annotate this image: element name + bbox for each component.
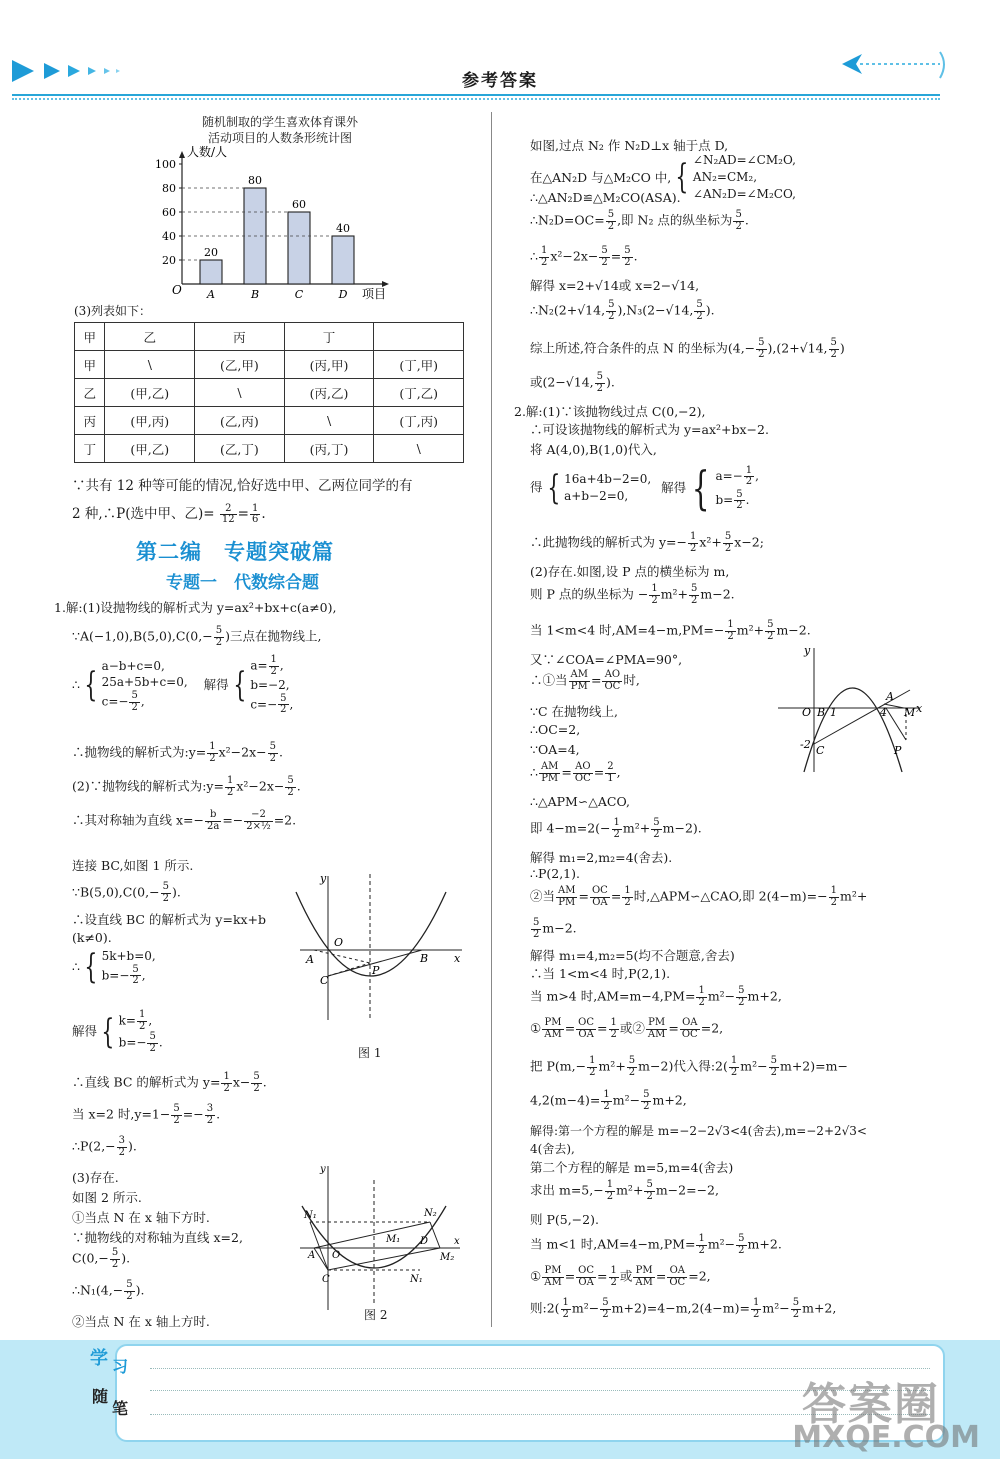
graph2-c-label: C: [816, 744, 825, 757]
q1-system-b: ∴ { 5k+b=0, b=− $\frac{5}{2}$ ,: [72, 947, 156, 988]
x-axis-label: 项目: [362, 287, 387, 301]
table-header-cell: 甲: [75, 323, 105, 351]
fig2-o-label: O: [332, 1250, 341, 1261]
r-line3: ∴△AN₂D≌△M₂CO(ASA).: [530, 190, 681, 205]
r-line7: ∴N₂(2+√14, $\frac{5}{2}$ ),N₃(2−√14, $\frac{5}{2}$ ).: [530, 299, 715, 322]
x-tick-label: B: [250, 288, 260, 301]
figure-2: [290, 1160, 470, 1320]
q1-solve-b: 解得 { k= $\frac{1}{2}$ , b=− $\frac{5}{2}$ .: [72, 1009, 163, 1054]
q2-line22: 当 m>4 时,AM=m−4,PM= $\frac{1}{2}$ m²− $\frac{5}{2}$ m+2,: [530, 985, 782, 1008]
q1-line18: C(0,− $\frac{5}{2}$ ).: [72, 1247, 131, 1270]
q2-line12: ∵OA=4,: [530, 742, 580, 757]
table-cell: \: [195, 379, 285, 407]
watermark-logo: 答案圈: [802, 1379, 940, 1430]
fig2-n1-label: N₁: [304, 1210, 317, 1221]
table-header-row: [75, 323, 464, 351]
q2-line13: ∴ $\frac{AM}{PM}$ = $\frac{AO}{OC}$ = $\frac{2}{1}$ ,: [530, 761, 621, 784]
chart-origin: O: [172, 283, 182, 297]
figure-1-caption: 图 1: [358, 1046, 382, 1060]
r-line9: 或(2−√14, $\frac{5}{2}$ ).: [530, 371, 615, 394]
chart-title: [160, 114, 400, 146]
bar: [288, 212, 310, 284]
q1-line10: (k≠0).: [72, 930, 112, 945]
graph2-m-label: M: [904, 706, 916, 719]
topic-title: 专题一 代数综合题: [166, 573, 319, 593]
q2-line27: 4(舍去),: [530, 1142, 575, 1156]
table-header-cell: [374, 323, 464, 351]
q2-line5: (2)存在.如图,设 P 点的横坐标为 m,: [530, 564, 730, 579]
part-title: 第二编 专题突破篇: [136, 540, 334, 564]
q2-line14: ∴△APM∽△ACO,: [530, 794, 630, 809]
table-cell: (丁,丙): [374, 407, 464, 435]
fig1-y-label: y: [320, 872, 327, 885]
table-cell: (乙,丙): [195, 407, 285, 435]
table-row: [75, 407, 464, 435]
probability-text: 2 种,∴P(选中甲、乙)=: [72, 506, 215, 522]
q1-line7: 连接 BC,如图 1 所示.: [72, 858, 194, 873]
arrow-left-decoration-icon: [840, 46, 950, 82]
table-cell: (丙,乙): [284, 379, 374, 407]
q1-line13: ∴P(2,− $\frac{3}{2}$ ).: [72, 1135, 137, 1158]
table-row: [75, 351, 464, 379]
graph2-p-label: P: [894, 744, 902, 757]
q1-line9: ∴设直线 BC 的解析式为 y=kx+b: [72, 912, 267, 927]
y-tick-label: 100: [155, 158, 176, 171]
graph2-x-label: x: [916, 702, 923, 715]
table-cell: (乙,丁): [195, 435, 285, 463]
table-row: [75, 435, 464, 463]
table-cell: \: [105, 351, 195, 379]
graph2-neg2-label: -2: [800, 738, 811, 751]
fig1-o-label: O: [334, 936, 344, 949]
table-cell: 乙: [75, 379, 105, 407]
q2-line24: 把 P(m,− $\frac{1}{2}$ m²+ $\frac{5}{2}$ m−2)代入得:2( $\frac{1}{2}$ m²− $\frac{5}{2}$ m+2)=m−: [530, 1055, 848, 1078]
bar-chart: [152, 144, 412, 304]
q1-line17: ∵抛物线的对称轴为直线 x=2,: [72, 1230, 243, 1245]
q1-line14: (3)存在.: [72, 1170, 119, 1185]
logo-char: 习: [112, 1357, 129, 1376]
table-cell: 丁: [75, 435, 105, 463]
q1-line19: ∴N₁(4,− $\frac{5}{2}$ ).: [72, 1279, 145, 1302]
graph2-four-label: 4: [880, 706, 887, 719]
q2-system: 得 { 16a+4b−2=0, a+b−2=0, 解得 { a=− $\frac{1}{2}$ , b= $\frac{5}{2}$ .: [530, 461, 759, 515]
table-header-cell: 丁: [284, 323, 374, 351]
fraction: $\frac{2}{12}$: [221, 502, 235, 525]
table-cell: 丙: [75, 407, 105, 435]
q2-line11: ∴OC=2,: [530, 722, 581, 737]
table-header-cell: 乙: [105, 323, 195, 351]
q2-line21: ∴当 1<m<4 时,P(2,1).: [530, 966, 671, 981]
r-line2: 在△AN₂D 与△M₂CO 中, { ∠N₂AD=∠CM₂O, AN₂=CM₂, ∠AN₂D=∠M₂CO,: [530, 153, 796, 201]
fig1-a-label: A: [306, 953, 314, 966]
y-tick-label: 60: [162, 206, 176, 219]
page-header: [0, 0, 1000, 105]
logo-char: 笔: [112, 1399, 129, 1418]
column-divider: [491, 112, 492, 1327]
q2-graph: [774, 644, 924, 774]
q2-line29: 求出 m=5,− $\frac{1}{2}$ m²+ $\frac{5}{2}$ m−2=−2,: [530, 1179, 719, 1202]
y-axis-label: 人数/人: [187, 145, 228, 159]
q2-line1: 2.解:(1)∵该抛物线过点 C(0,−2),: [514, 404, 706, 419]
r-line1: 如图,过点 N₂ 作 N₂D⊥x 轴于点 D,: [530, 138, 729, 153]
fraction: $\frac{1}{6}$: [251, 502, 259, 525]
table-cell: (丁,乙): [374, 379, 464, 407]
q1-line12: 当 x=2 时,y=1− $\frac{5}{2}$ =− $\frac{3}{2}$ .: [72, 1103, 221, 1126]
table-cell: (甲,丙): [105, 407, 195, 435]
figure-2-caption: 图 2: [364, 1308, 388, 1322]
bar-value-label: 60: [292, 198, 306, 211]
table-intro: (3)列表如下：: [74, 304, 151, 318]
graph2-y-label: y: [804, 644, 811, 657]
conclusion-line1: ∵共有 12 种等可能的情况,恰好选中甲、乙两位同学的有: [72, 478, 413, 494]
q2-line18: ②当 $\frac{AM}{PM}$ = $\frac{OC}{OA}$ = $\frac{1}{2}$ 时,△APM∽△CAO,即 2(4−m)=− $\frac{1}{2}$ m²+: [530, 885, 868, 908]
table-cell: (丙,丁): [284, 435, 374, 463]
fig2-m1-label: M₁: [386, 1234, 401, 1245]
chart-title-line1: 随机制取的学生喜欢体育课外: [201, 115, 358, 129]
fig1-c-label: C: [320, 974, 329, 987]
q2-line23: ① $\frac{PM}{AM}$ = $\frac{OC}{OA}$ = $\frac{1}{2}$ 或② $\frac{PM}{AM}$ = $\frac{OA}{OC}$ =2,: [530, 1017, 724, 1040]
fig2-d-label: D: [420, 1236, 429, 1247]
fig2-n2-label: N₂: [424, 1208, 437, 1219]
answer-table: [74, 322, 464, 463]
q1-line5: (2)∵抛物线的解析式为:y= $\frac{1}{2}$ x²−2x− $\frac{5}{2}$ .: [72, 775, 301, 798]
r-line4: ∴N₂D=OC= $\frac{5}{2}$ ,即 N₂ 点的纵坐标为 $\frac{5}{2}$ .: [530, 209, 749, 232]
q1-line16: ①当点 N 在 x 轴下方时.: [72, 1210, 210, 1225]
logo-char: 学: [90, 1348, 108, 1369]
q2-line31: 当 m<1 时,AM=4−m,PM= $\frac{1}{2}$ m²− $\frac{5}{2}$ m+2.: [530, 1233, 782, 1256]
fig2-x-label: x: [454, 1236, 460, 1247]
q1-line11: ∴直线 BC 的解析式为 y= $\frac{1}{2}$ x− $\frac{5}{2}$ .: [72, 1071, 267, 1094]
table-cell: (丙,甲): [284, 351, 374, 379]
q2-line17: ∴P(2,1).: [530, 866, 580, 881]
q2-line16: 解得 m₁=2,m₂=4(舍去).: [530, 850, 673, 865]
conclusion-line2: 2 种,∴P(选中甲、乙)= $\frac{2}{12}$ = $\frac{1}{6}$ .: [72, 502, 266, 525]
fig2-n3-label: N₁: [410, 1274, 423, 1285]
q2-line25: 4,2(m−4)= $\frac{1}{2}$ m²− $\frac{5}{2}$ m+2,: [530, 1089, 687, 1112]
watermark-url: MXQE.COM: [792, 1420, 980, 1455]
fig2-c-label: C: [322, 1274, 330, 1285]
bar: [200, 260, 222, 284]
table-cell: (甲,乙): [105, 379, 195, 407]
table-cell: \: [374, 435, 464, 463]
q1-line8: ∵B(5,0),C(0,− $\frac{5}{2}$ ).: [72, 881, 181, 904]
q1-system-a: ∴ { a−b+c=0, 25a+5b+c=0, c=− $\frac{5}{2}$ , 解得 { a= $\frac{1}{2}$ , b=−2, c=− $\frac{5}{2}$ ,: [72, 654, 294, 716]
q2-line8: 又∵∠COA=∠PMA=90°,: [530, 652, 683, 667]
q2-line19: $\frac{5}{2}$ m−2.: [533, 917, 577, 940]
table-cell: (丁,甲): [374, 351, 464, 379]
r-line8: 综上所述,符合条件的点 N 的坐标为(4,− $\frac{5}{2}$ ),(2+√14, $\frac{5}{2}$ ): [530, 337, 845, 360]
q1-line6: ∴其对称轴为直线 x=− $\frac{b}{2a}$ =− $\frac{-2}{\text{2×½}}$ =2.: [72, 809, 297, 832]
fig2-a-label: A: [308, 1250, 316, 1261]
table-header-cell: 丙: [195, 323, 285, 351]
q2-line2: ∴可设该抛物线的解析式为 y=ax²+bx−2.: [530, 422, 769, 437]
y-tick-label: 20: [162, 254, 176, 267]
table-cell: (甲,乙): [105, 435, 195, 463]
graph2-b-label: B: [817, 706, 826, 719]
r-line5: ∴ $\frac{1}{2}$ x²−2x− $\frac{5}{2}$ = $\frac{5}{2}$ .: [530, 245, 638, 268]
graph2-a-label: A: [886, 690, 894, 703]
table-cell: (乙,甲): [195, 351, 285, 379]
x-tick-label: C: [294, 288, 304, 301]
page-title: 参考答案: [462, 71, 538, 91]
chart-title-line2: 活动项目的人数条形统计图: [207, 131, 352, 146]
fig2-m2-label: M₂: [440, 1252, 455, 1263]
q2-line3: 将 A(4,0),B(1,0)代入,: [530, 442, 657, 457]
q2-line10: ∵C 在抛物线上,: [530, 704, 618, 719]
q1-line20: ②当点 N 在 x 轴上方时.: [72, 1314, 210, 1329]
q2-line26: 解得:第一个方程的解是 m=−2−2√3<4(舍去),m=−2+2√3<: [530, 1124, 867, 1138]
header-dotted-rule: [12, 98, 940, 100]
x-tick-label: D: [338, 288, 348, 301]
q2-line30: 则 P(5,−2).: [530, 1212, 599, 1227]
q2-line7: 当 1<m<4 时,AM=4−m,PM=− $\frac{1}{2}$ m²+ $\frac{5}{2}$ m−2.: [530, 619, 811, 642]
header-rule: [12, 94, 940, 96]
q2-line33: 则:2( $\frac{1}{2}$ m²− $\frac{5}{2}$ m+2)=4−m,2(4−m)= $\frac{1}{2}$ m²− $\frac{5}{2}$ m+2,: [530, 1297, 837, 1320]
q2-line20: 解得 m₁=4,m₂=5(均不合题意,舍去): [530, 948, 735, 963]
figure-1: [290, 870, 470, 1030]
q2-line9: ∴①当 $\frac{AM}{PM}$ = $\frac{AO}{OC}$ 时,: [530, 669, 640, 692]
bar-value-label: 80: [248, 174, 262, 187]
logo-char: 随: [92, 1387, 109, 1406]
fig1-b-label: B: [420, 952, 429, 965]
q2-line6: 则 P 点的纵坐标为 − $\frac{1}{2}$ m²+ $\frac{5}{2}$ m−2.: [530, 583, 735, 606]
q1-line2: ∵A(−1,0),B(5,0),C(0,− $\frac{5}{2}$ )三点在抛物线上,: [72, 625, 322, 648]
fig1-p-label: P: [372, 964, 380, 977]
q2-line32: ① $\frac{PM}{AM}$ = $\frac{OC}{OA}$ = $\frac{1}{2}$ 或 $\frac{PM}{AM}$ = $\frac{OA}{OC}$ =2,: [530, 1265, 711, 1288]
graph2-one-label: 1: [830, 706, 837, 719]
q1-line4: ∴抛物线的解析式为:y= $\frac{1}{2}$ x²−2x− $\frac{5}{2}$ .: [72, 741, 283, 764]
bar-value-label: 40: [336, 222, 350, 235]
table-cell: \: [284, 407, 374, 435]
q1-line1: 1.解:(1)设抛物线的解析式为 y=ax²+bx+c(a≠0),: [54, 600, 337, 615]
x-tick-label: A: [207, 288, 215, 301]
r-line6: 解得 x=2+√14或 x=2−√14,: [530, 278, 700, 293]
q2-line28: 第二个方程的解是 m=5,m=4(舍去): [530, 1160, 734, 1175]
table-row: [75, 379, 464, 407]
fig2-y-label: y: [320, 1164, 326, 1175]
bar-value-label: 20: [204, 246, 218, 259]
q2-line4: ∴此抛物线的解析式为 y=− $\frac{1}{2}$ x²+ $\frac{5}{2}$ x−2;: [530, 531, 764, 554]
y-axis-arrow: [179, 151, 185, 158]
y-tick-label: 40: [162, 230, 176, 243]
q2-line15: 即 4−m=2(− $\frac{1}{2}$ m²+ $\frac{5}{2}$ m−2).: [530, 817, 702, 840]
graph2-o-label: O: [802, 706, 812, 719]
q1-line15: 如图 2 所示.: [72, 1190, 142, 1205]
y-tick-label: 80: [162, 182, 176, 195]
bar: [332, 236, 354, 284]
table-cell: 甲: [75, 351, 105, 379]
fig1-x-label: x: [454, 952, 461, 965]
